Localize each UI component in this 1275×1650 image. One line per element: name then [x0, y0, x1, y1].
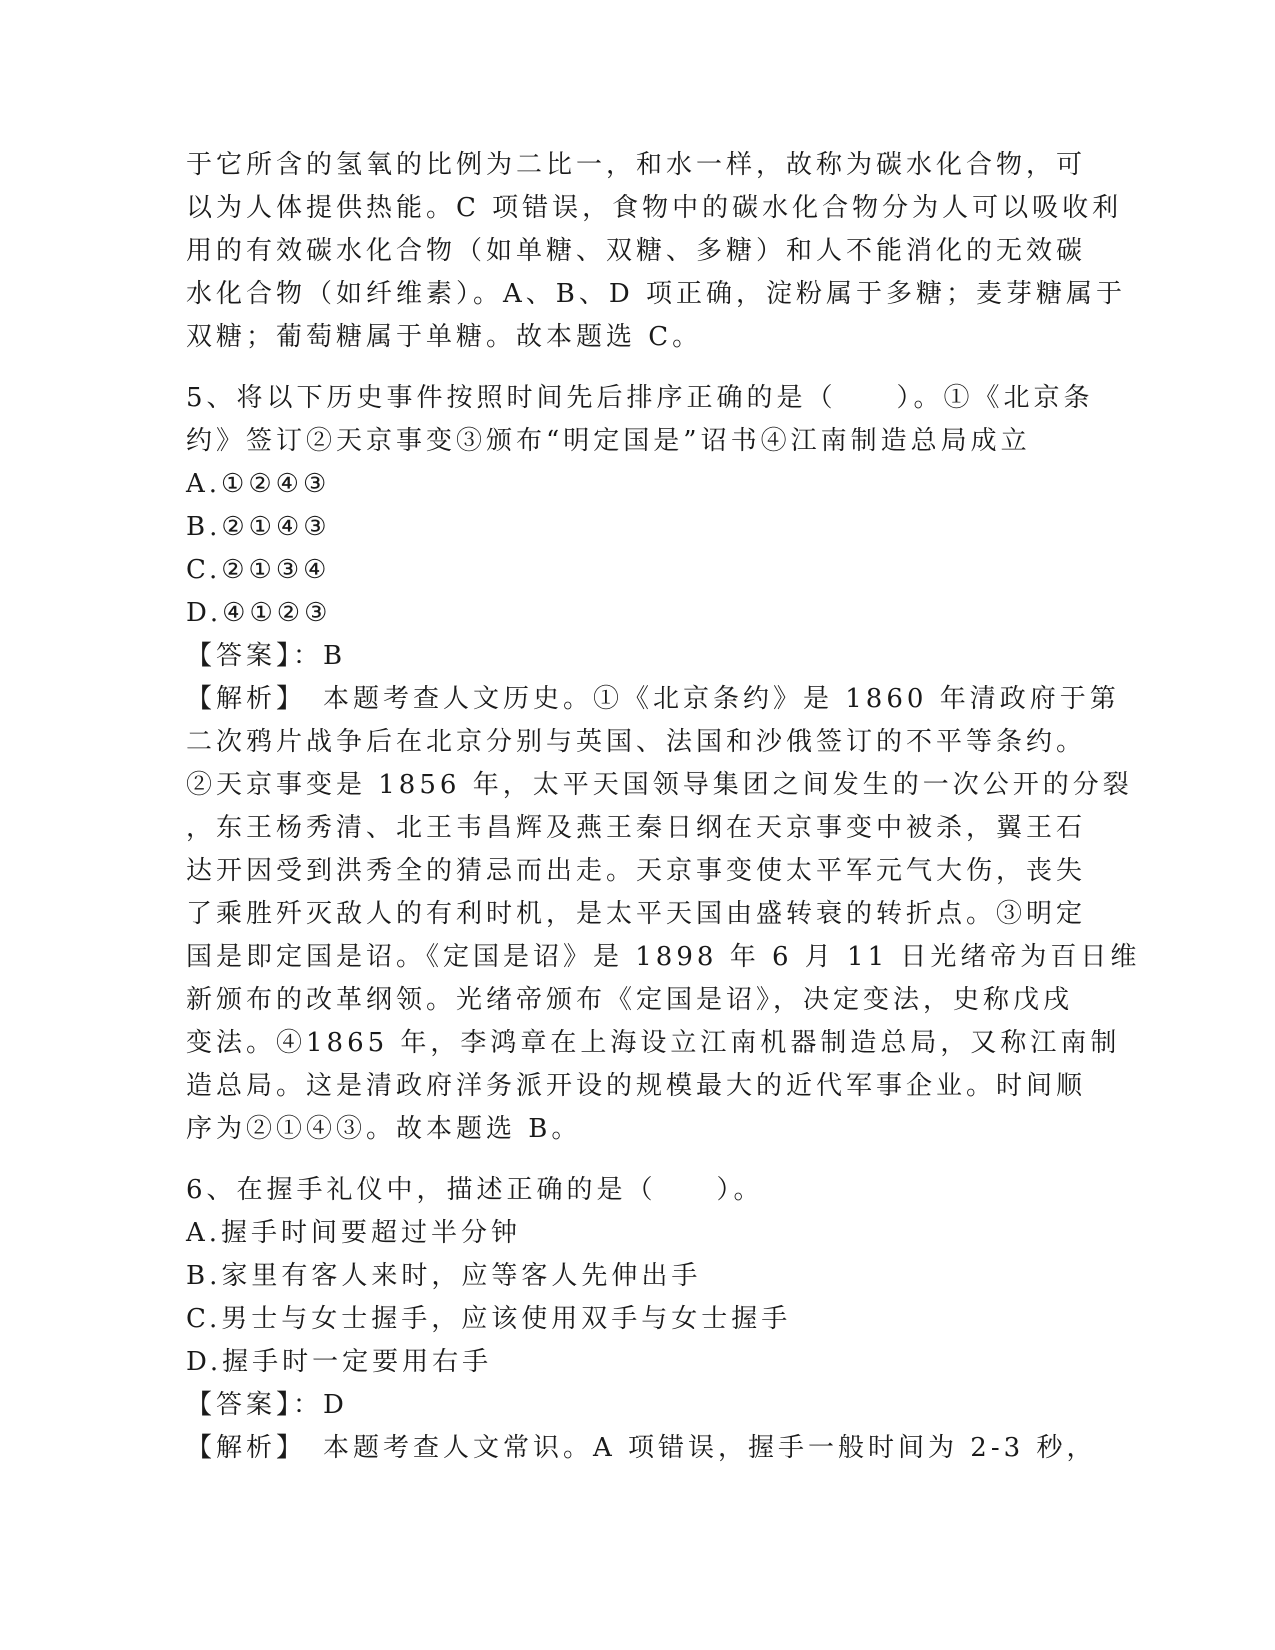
- explanation-line: 【解析】 本题考查人文历史。①《北京条约》是 1860 年清政府于第: [186, 684, 1120, 714]
- text-line: 以为人体提供热能。C 项错误，食物中的碳水化合物分为人可以吸收利: [186, 193, 1123, 223]
- explanation-line: ，东王杨秀清、北王韦昌辉及燕王秦日纲在天京事变中被杀，翼王石: [186, 813, 1087, 843]
- option-d: D.④①②③: [186, 598, 332, 628]
- explanation-line: 新颁布的改革纲领。光绪帝颁布《定国是诏》，决定变法，史称戊戌: [186, 985, 1074, 1015]
- option-d: D.握手时一定要用右手: [186, 1347, 493, 1377]
- text-line: 用的有效碳水化合物（如单糖、双糖、多糖）和人不能消化的无效碳: [186, 236, 1087, 266]
- explanation-line: 了乘胜歼灭敌人的有利时机，是太平天国由盛转衰的转折点。③明定: [186, 899, 1087, 929]
- question-stem: 约》签订②天京事变③颁布“明定国是”诏书④江南制造总局成立: [186, 426, 1031, 456]
- option-c: C.②①③④: [186, 555, 331, 585]
- text-line: 双糖；葡萄糖属于单糖。故本题选 C。: [186, 322, 703, 352]
- option-a: A.握手时间要超过半分钟: [186, 1218, 522, 1248]
- explanation-line: 造总局。这是清政府洋务派开设的规模最大的近代军事企业。时间顺: [186, 1071, 1087, 1101]
- explanation-line: 【解析】 本题考查人文常识。A 项错误，握手一般时间为 2-3 秒，: [186, 1433, 1097, 1463]
- text-line: 水化合物（如纤维素）。A、B、D 项正确，淀粉属于多糖；麦芽糖属于: [186, 279, 1126, 309]
- explanation-line: ②天京事变是 1856 年，太平天国领导集团之间发生的一次公开的分裂: [186, 770, 1133, 800]
- explanation-line: 序为②①④③。故本题选 B。: [186, 1114, 582, 1144]
- option-b: B.家里有客人来时，应等客人先伸出手: [186, 1261, 702, 1291]
- explanation-line: 二次鸦片战争后在北京分别与英国、法国和沙俄签订的不平等条约。: [186, 727, 1087, 757]
- question-6: [186, 1169, 1097, 1470]
- document-page: [186, 144, 1141, 1470]
- text-line: 于它所含的氢氧的比例为二比一，和水一样，故称为碳水化合物，可: [186, 150, 1087, 180]
- option-b: B.②①④③: [186, 512, 331, 542]
- explanation-line: 国是即定国是诏。《定国是诏》是 1898 年 6 月 11 日光绪帝为百日维: [186, 942, 1141, 972]
- option-a: A.①②④③: [186, 469, 331, 499]
- answer-line: 【答案】：D: [186, 1390, 348, 1420]
- explanation-line: 达开因受到洪秀全的猜忌而出走。天京事变使太平军元气大伤，丧失: [186, 856, 1087, 886]
- question-stem: 6、在握手礼仪中，描述正确的是（ ）。: [186, 1175, 764, 1205]
- option-c: C.男士与女士握手，应该使用双手与女士握手: [186, 1304, 792, 1334]
- answer-line: 【答案】：B: [186, 641, 347, 671]
- explanation-line: 变法。④1865 年，李鸿章在上海设立江南机器制造总局，又称江南制: [186, 1028, 1121, 1058]
- question-stem: 5、将以下历史事件按照时间先后排序正确的是（ ）。①《北京条: [186, 383, 1094, 413]
- question-5: [186, 377, 1141, 1151]
- previous-explanation: [186, 144, 1126, 359]
